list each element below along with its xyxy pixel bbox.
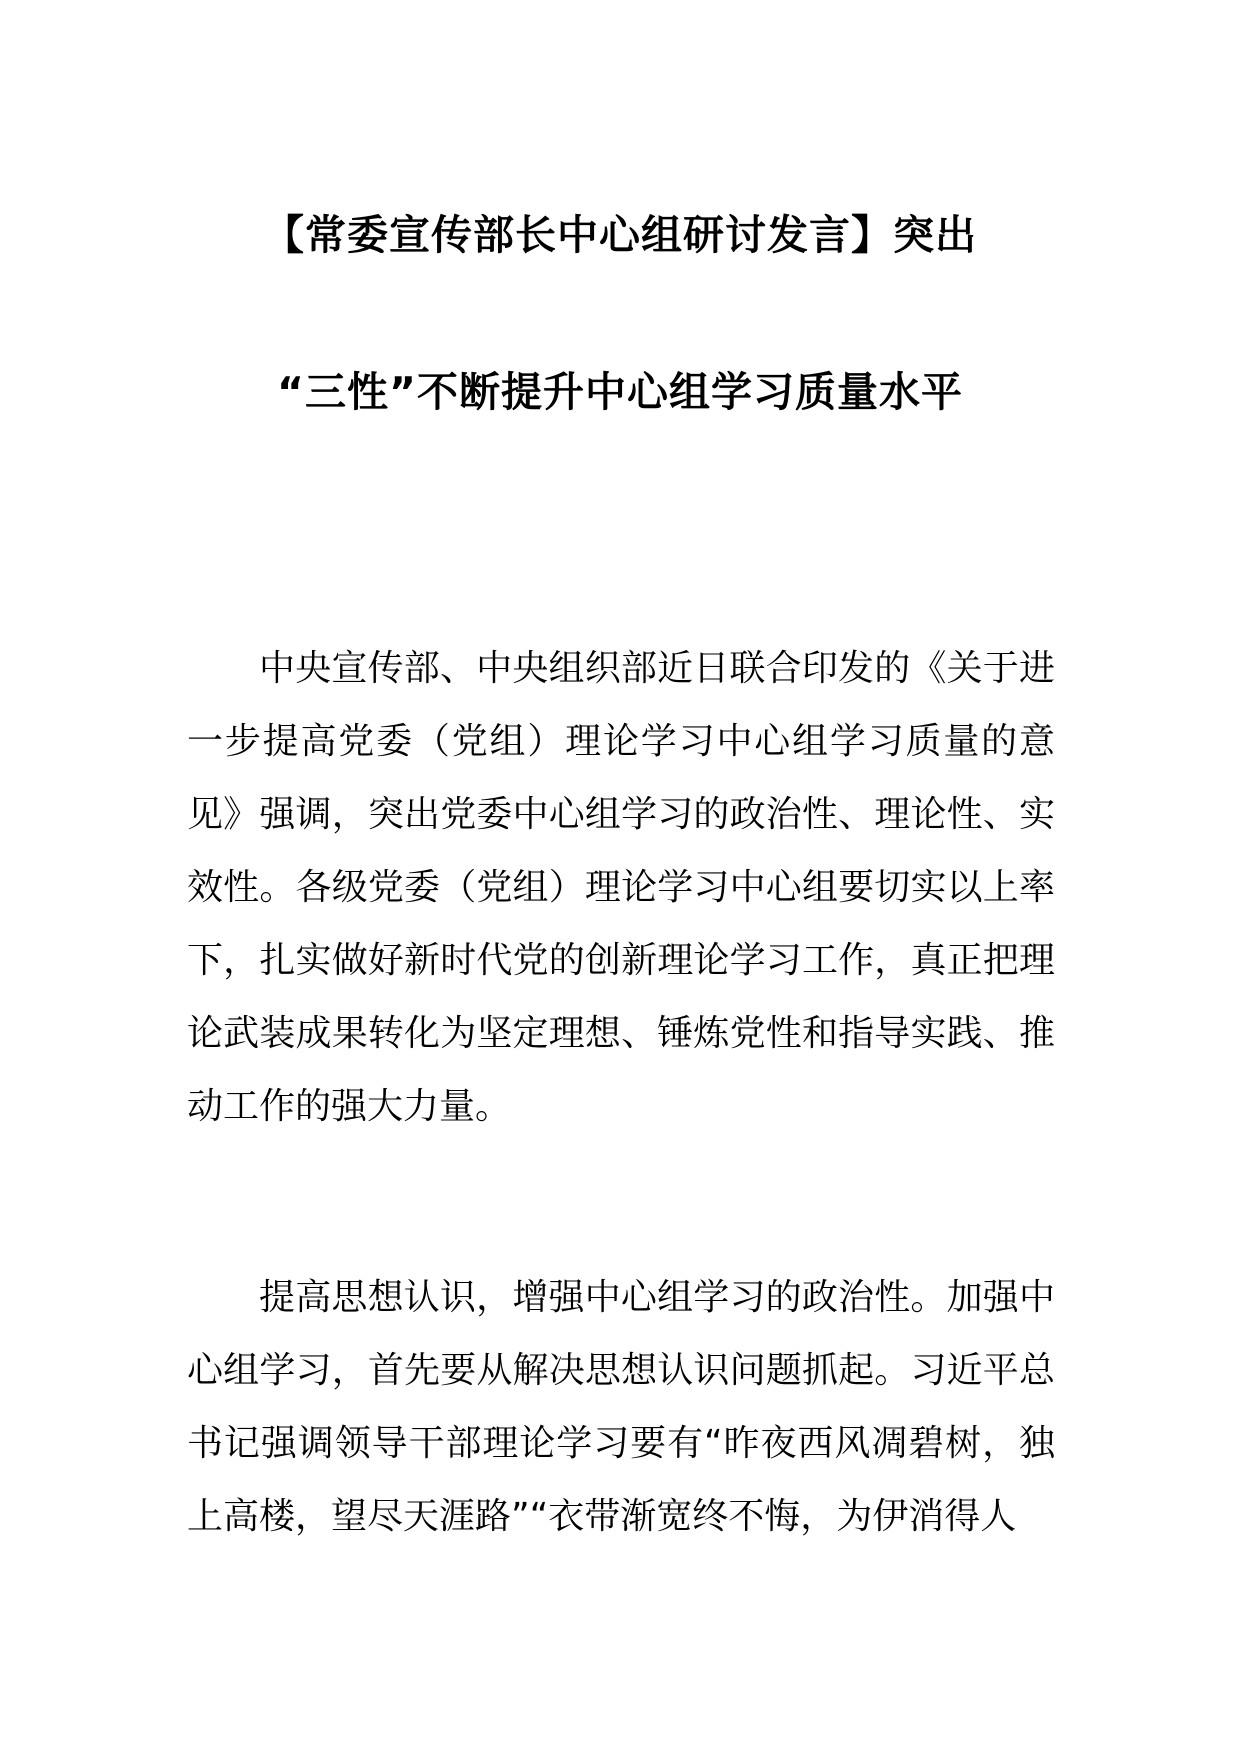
body-paragraph: 中央宣传部、中央组织部近日联合印发的《关于进一步提高党委（党组）理论学习中心组学习质量的意见》强调，突出党委中心组学习的政治性、理论性、实效性。各级党委（党组）理论学习中心组要切实以上率下，扎实做好新时代党的创新理论学习工作，真正把理论武装成果转化为坚定理想、锤炼党性和指导实践、推动工作的强大力量。 — [187, 648, 1055, 1127]
document-title-line-1: 【常委宣传部长中心组研讨发言】突出 — [263, 211, 977, 259]
body-paragraph: 提高思想认识，增强中心组学习的政治性。加强中心组学习，首先要从解决思想认识问题抓起。习近平总书记强调领导干部理论学习要有“昨夜西风凋碧树，独上高楼，望尽天涯路”“衣带渐宽终不悔，为伊消得人 — [187, 1277, 1055, 1537]
document-title-line-2: “三性”不断提升中心组学习质量水平 — [277, 368, 963, 416]
